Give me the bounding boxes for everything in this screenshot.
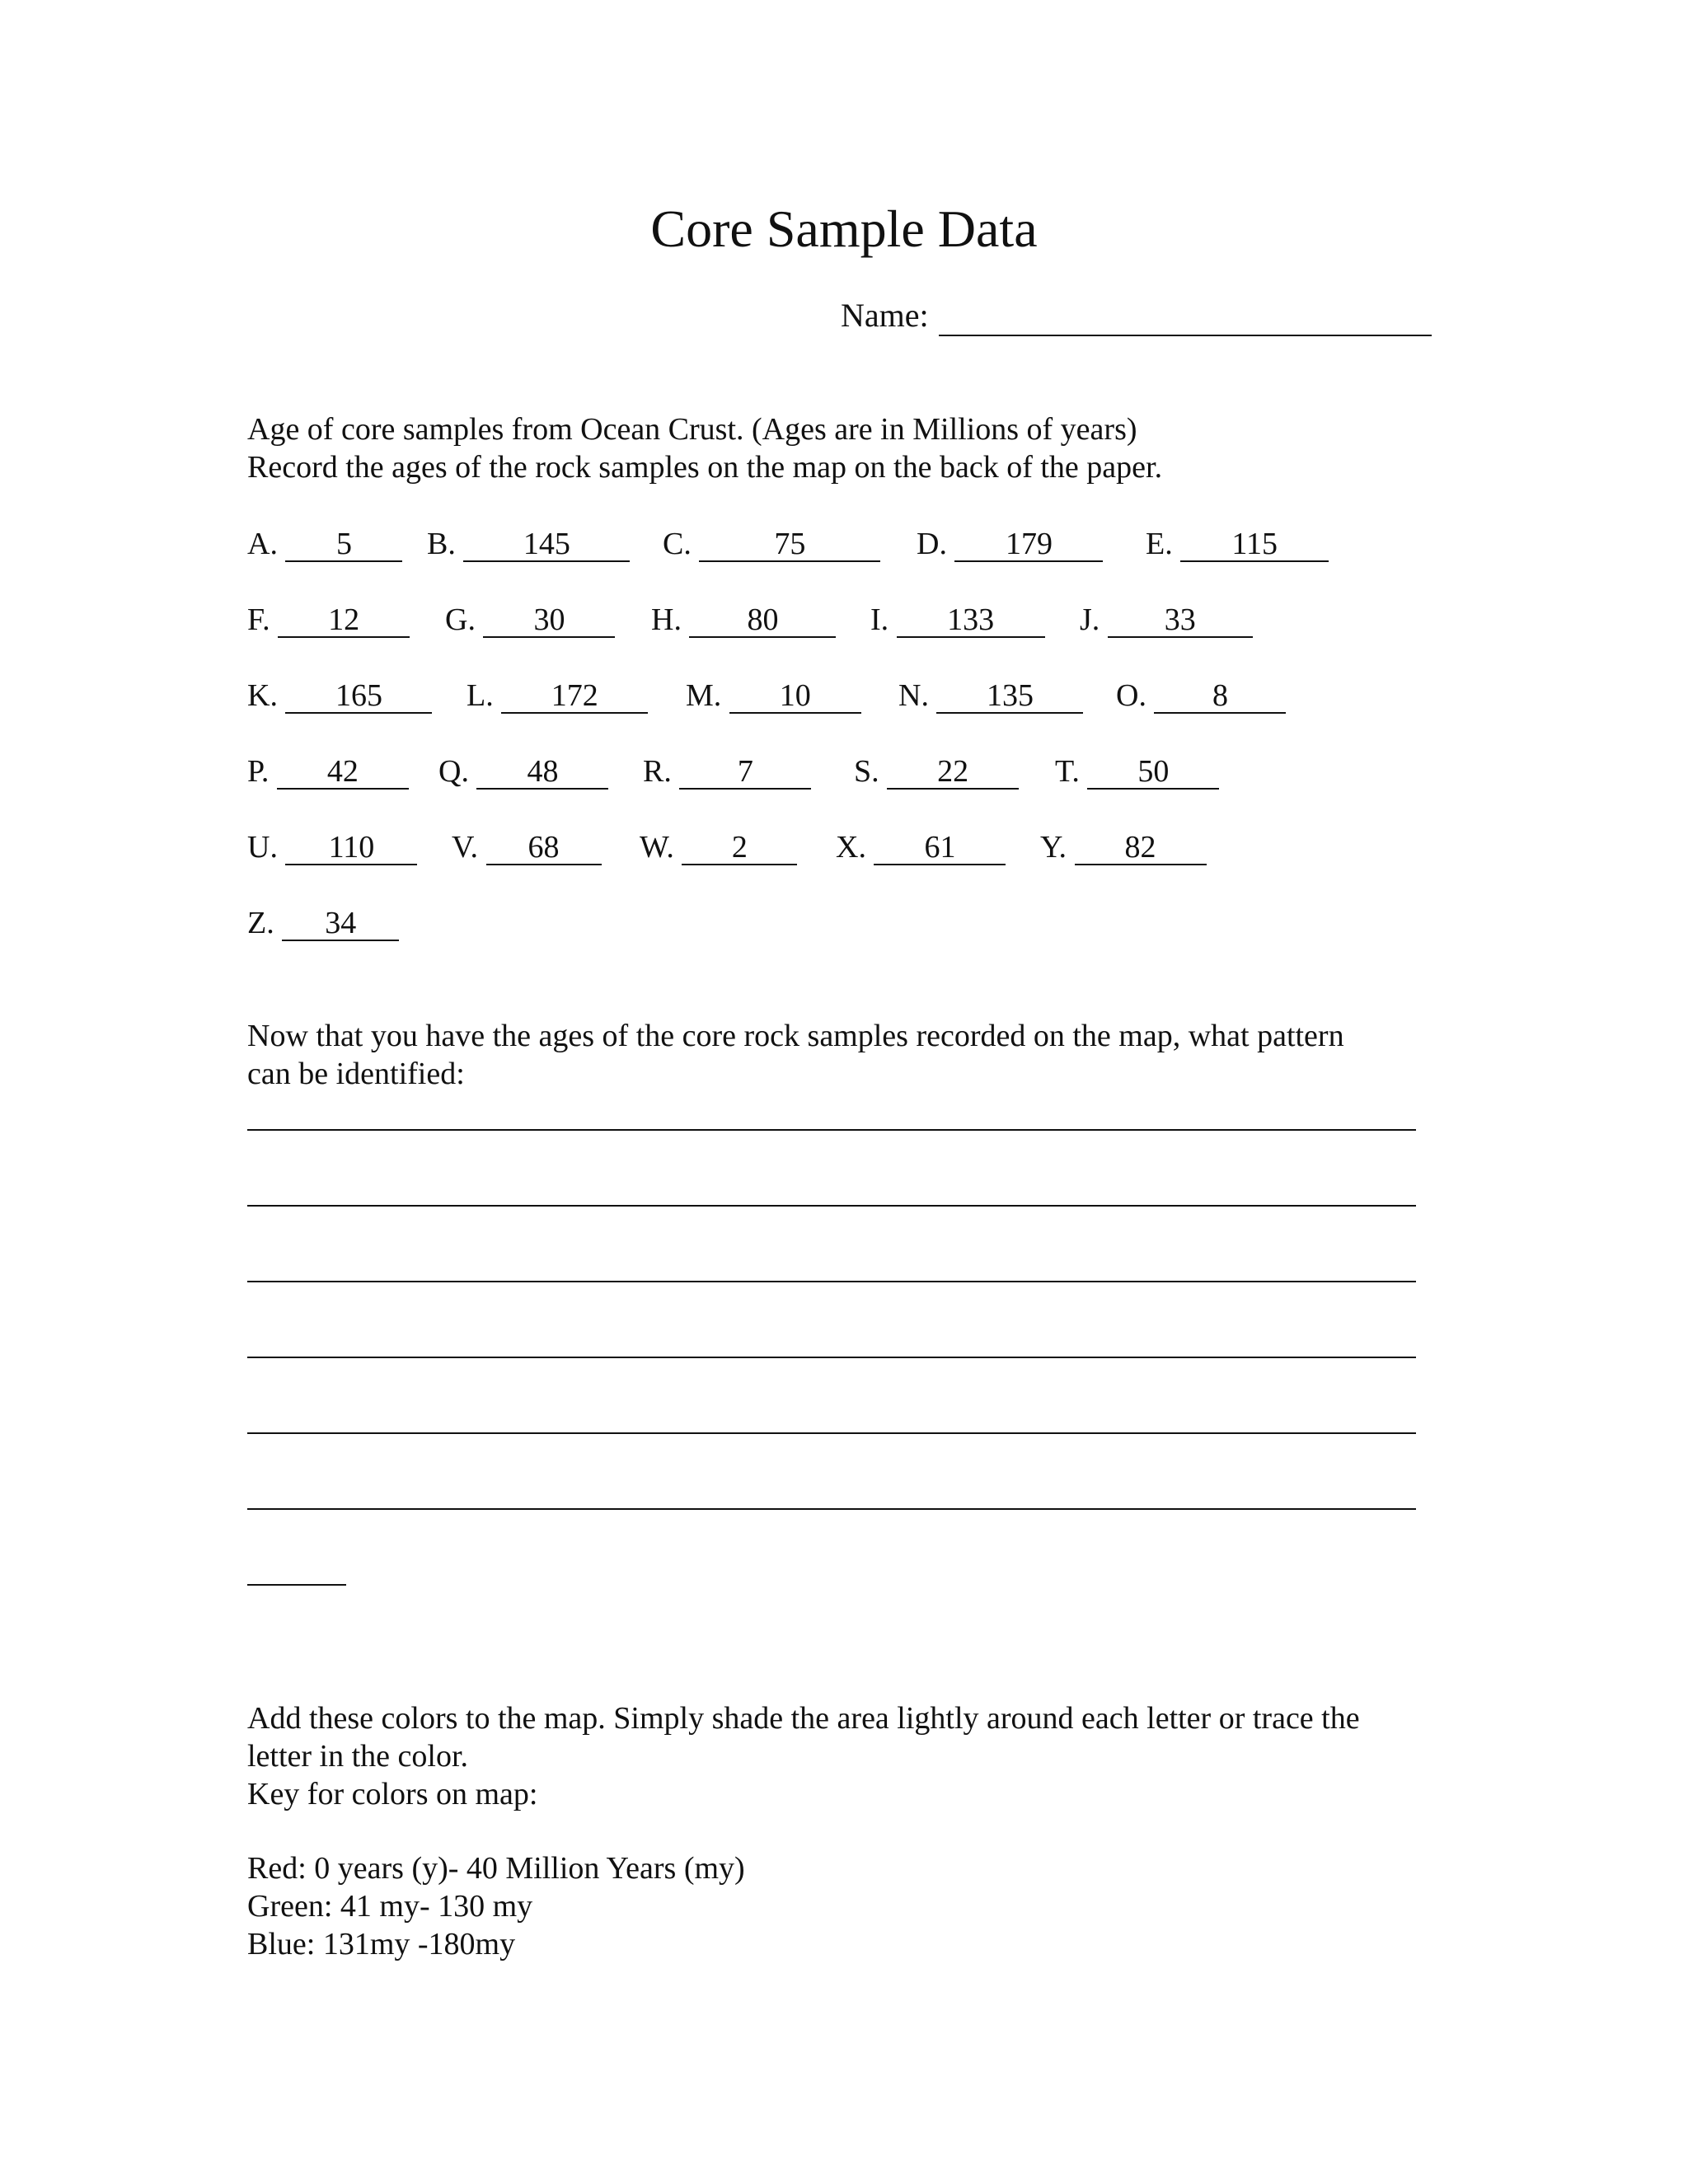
sample-row-1: [247, 524, 1484, 600]
sample-label: X.: [836, 830, 866, 865]
sample-label: Y.: [1040, 830, 1067, 865]
sample-item-z: [247, 903, 399, 943]
sample-value[interactable]: 50: [1087, 755, 1219, 790]
sample-value[interactable]: 48: [476, 755, 608, 790]
sample-value[interactable]: 145: [463, 527, 630, 562]
sample-value[interactable]: 42: [277, 755, 409, 790]
sample-value[interactable]: 5: [285, 527, 402, 562]
sample-label: A.: [247, 527, 278, 561]
sample-item-d: [917, 524, 1103, 564]
sample-label: H.: [651, 602, 682, 637]
sample-row-6: [247, 903, 1484, 979]
sample-value[interactable]: 30: [483, 603, 615, 638]
sample-item-t: [1055, 752, 1219, 791]
sample-item-c: [663, 524, 880, 564]
colors-line-1: Add these colors to the map. Simply shade the area lightly around each letter or trace the: [247, 1701, 1360, 1736]
answer-line-4[interactable]: [247, 1357, 1416, 1358]
page-title: Core Sample Data: [650, 199, 1038, 258]
sample-value[interactable]: 34: [282, 907, 399, 941]
sample-label: Q.: [438, 754, 469, 789]
sample-row-3: [247, 676, 1484, 752]
sample-item-k: [247, 676, 432, 715]
sample-value[interactable]: 165: [285, 679, 432, 714]
sample-label: K.: [247, 678, 278, 713]
answer-line-5[interactable]: [247, 1432, 1416, 1434]
sample-item-f: [247, 600, 410, 640]
sample-value[interactable]: 22: [887, 755, 1019, 790]
sample-item-p: [247, 752, 409, 791]
sample-label: O.: [1116, 678, 1146, 713]
sample-label: L.: [467, 678, 494, 713]
sample-label: P.: [247, 754, 270, 789]
intro-line-1: Age of core samples from Ocean Crust. (Ages are in Millions of years): [247, 412, 1137, 447]
answer-line-7[interactable]: [247, 1584, 346, 1586]
sample-item-j: [1080, 600, 1253, 640]
sample-value[interactable]: 82: [1075, 831, 1207, 865]
name-blank-line[interactable]: [939, 298, 1432, 336]
sample-item-x: [836, 827, 1006, 867]
sample-item-q: [438, 752, 608, 791]
sample-value[interactable]: 2: [682, 831, 797, 865]
sample-value[interactable]: 8: [1154, 679, 1286, 714]
sample-item-y: [1040, 827, 1207, 867]
sample-item-i: [870, 600, 1045, 640]
sample-label: J.: [1080, 602, 1100, 637]
sample-item-m: [686, 676, 861, 715]
name-label: Name:: [841, 297, 929, 334]
sample-label: E.: [1146, 527, 1173, 561]
colors-line-2: letter in the color.: [247, 1739, 469, 1774]
sample-item-u: [247, 827, 417, 867]
sample-value[interactable]: 80: [689, 603, 836, 638]
sample-label: U.: [247, 830, 278, 865]
answer-line-2[interactable]: [247, 1205, 1416, 1207]
sample-value[interactable]: 179: [954, 527, 1103, 562]
sample-item-o: [1116, 676, 1286, 715]
sample-label: S.: [854, 754, 879, 789]
sample-value[interactable]: 12: [278, 603, 410, 638]
sample-value[interactable]: 172: [501, 679, 648, 714]
sample-label: V.: [452, 830, 479, 865]
sample-item-v: [452, 827, 602, 867]
sample-row-5: [247, 827, 1484, 903]
sample-ages-list: [247, 524, 1484, 979]
colors-line-3: Key for colors on map:: [247, 1777, 538, 1811]
pattern-question: [247, 1017, 1451, 1093]
sample-item-h: [651, 600, 836, 640]
color-key-green: Green: 41 my- 130 my: [247, 1889, 533, 1924]
sample-item-n: [898, 676, 1083, 715]
sample-label: D.: [917, 527, 947, 561]
sample-label: G.: [445, 602, 476, 637]
sample-value[interactable]: 133: [897, 603, 1045, 638]
sample-row-4: [247, 752, 1484, 827]
sample-item-e: [1146, 524, 1329, 564]
sample-label: T.: [1055, 754, 1080, 789]
sample-item-b: [427, 524, 630, 564]
sample-item-r: [643, 752, 811, 791]
sample-item-w: [640, 827, 797, 867]
sample-label: Z.: [247, 906, 274, 940]
sample-label: C.: [663, 527, 692, 561]
question-line-1: Now that you have the ages of the core rock samples recorded on the map, what pattern: [247, 1019, 1344, 1053]
color-key-blue: Blue: 131my -180my: [247, 1927, 516, 1961]
answer-line-3[interactable]: [247, 1281, 1416, 1282]
sample-value[interactable]: 68: [486, 831, 602, 865]
sample-label: B.: [427, 527, 456, 561]
sample-label: M.: [686, 678, 722, 713]
sample-label: N.: [898, 678, 929, 713]
sample-label: F.: [247, 602, 270, 637]
sample-value[interactable]: 10: [729, 679, 861, 714]
sample-label: I.: [870, 602, 889, 637]
sample-item-a: [247, 524, 402, 564]
name-field-row: [841, 295, 1432, 336]
sample-value[interactable]: 135: [936, 679, 1083, 714]
answer-line-6[interactable]: [247, 1508, 1416, 1510]
sample-label: R.: [643, 754, 672, 789]
color-key-red: Red: 0 years (y)- 40 Million Years (my): [247, 1851, 745, 1886]
sample-label: W.: [640, 830, 674, 865]
colors-instructions: [247, 1699, 1451, 1813]
sample-item-g: [445, 600, 615, 640]
sample-value[interactable]: 61: [874, 831, 1006, 865]
sample-item-s: [854, 752, 1019, 791]
intro-line-2: Record the ages of the rock samples on the map on the back of the paper.: [247, 450, 1163, 485]
sample-value[interactable]: 33: [1108, 603, 1253, 638]
sample-value[interactable]: 75: [699, 527, 880, 562]
sample-item-l: [467, 676, 648, 715]
question-line-2: can be identified:: [247, 1057, 465, 1091]
intro-paragraph: [247, 410, 1451, 486]
answer-line-1[interactable]: [247, 1129, 1416, 1131]
sample-value[interactable]: 110: [285, 831, 417, 865]
color-key-list: [247, 1849, 1451, 1963]
sample-row-2: [247, 600, 1484, 676]
sample-value[interactable]: 7: [679, 755, 811, 790]
sample-value[interactable]: 115: [1180, 527, 1329, 562]
